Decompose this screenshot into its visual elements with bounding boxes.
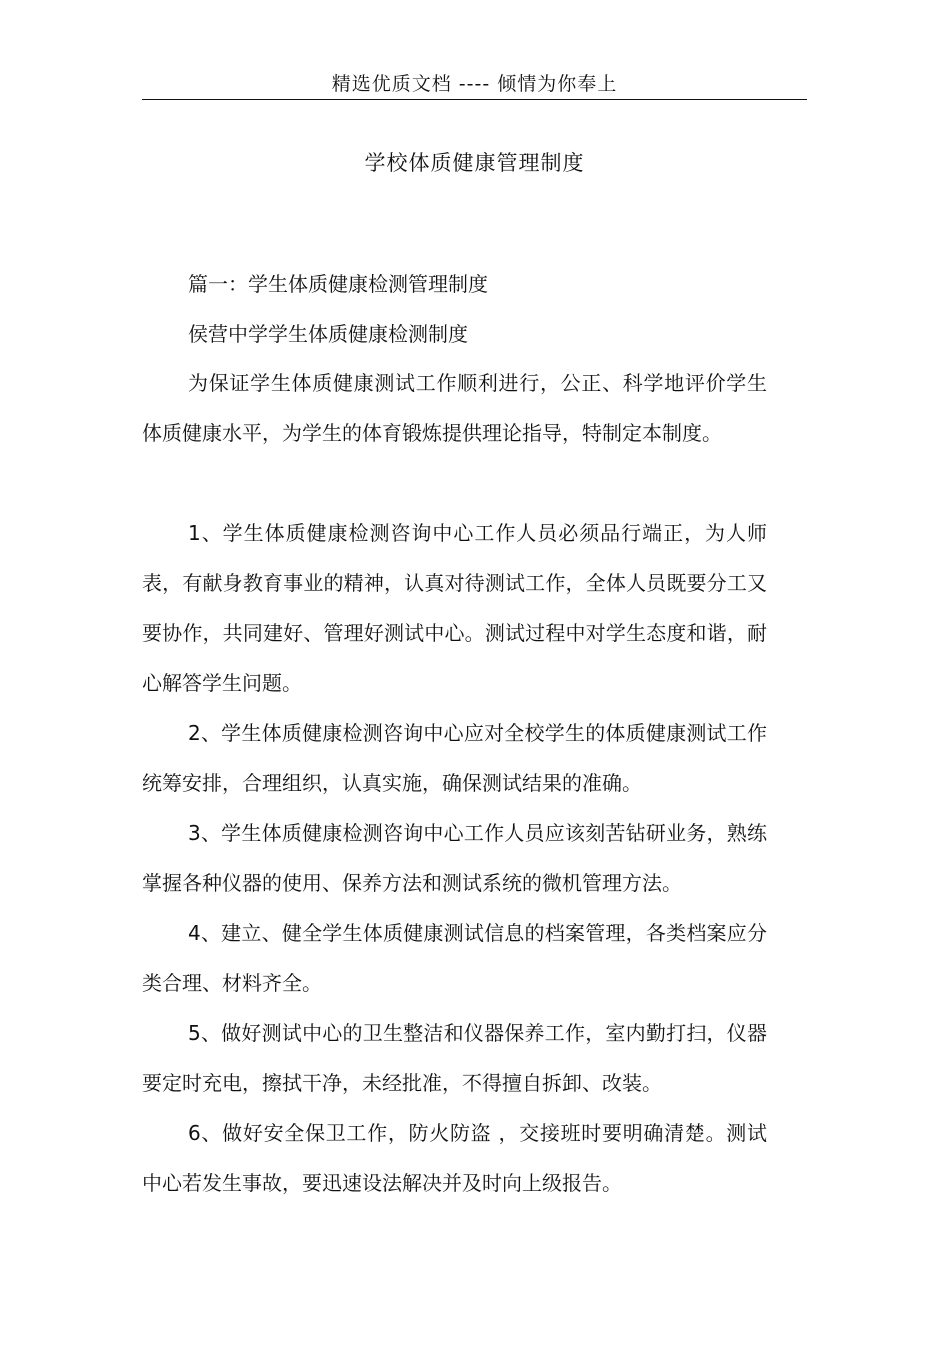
sub-heading: 侯营中学学生体质健康检测制度 [188,322,468,346]
page-header: 精选优质文档 ---- 倾情为你奉上 [331,73,618,95]
intro-paragraph: 为保证学生体质健康测试工作顺利进行，公正、科学地评价学生体质健康水平，为学生的体育锻炼提供理论指导，特制定本制度。 [142,371,767,445]
document-title: 学校体质健康管理制度 [364,151,585,175]
item-paragraph-4: 4、建立、健全学生体质健康测试信息的档案管理，各类档案应分类合理、材料齐全。 [142,921,767,995]
header-divider [142,99,807,100]
item-paragraph-1: 1、学生体质健康检测咨询中心工作人员必须品行端正，为人师表，有献身教育事业的精神，认真对待测试工作，全体人员既要分工又要协作，共同建好、管理好测试中心。测试过程中对学生态度和谐，耐心解答学生问题。 [142,521,767,695]
section-heading: 篇一：学生体质健康检测管理制度 [188,272,488,296]
item-paragraph-6: 6、做好安全保卫工作，防火防盗 ，交接班时要明确清楚。测试中心若发生事故，要迅速设法解决并及时向上级报告。 [142,1121,767,1195]
item-paragraph-2: 2、学生体质健康检测咨询中心应对全校学生的体质健康测试工作统筹安排，合理组织，认真实施，确保测试结果的准确。 [142,721,767,795]
item-paragraph-3: 3、学生体质健康检测咨询中心工作人员应该刻苦钻研业务，熟练掌握各种仪器的使用、保养方法和测试系统的微机管理方法。 [142,821,767,895]
item-paragraph-5: 5、做好测试中心的卫生整洁和仪器保养工作，室内勤打扫，仪器要定时充电，擦拭干净，未经批准，不得擅自拆卸、改装。 [142,1021,767,1095]
